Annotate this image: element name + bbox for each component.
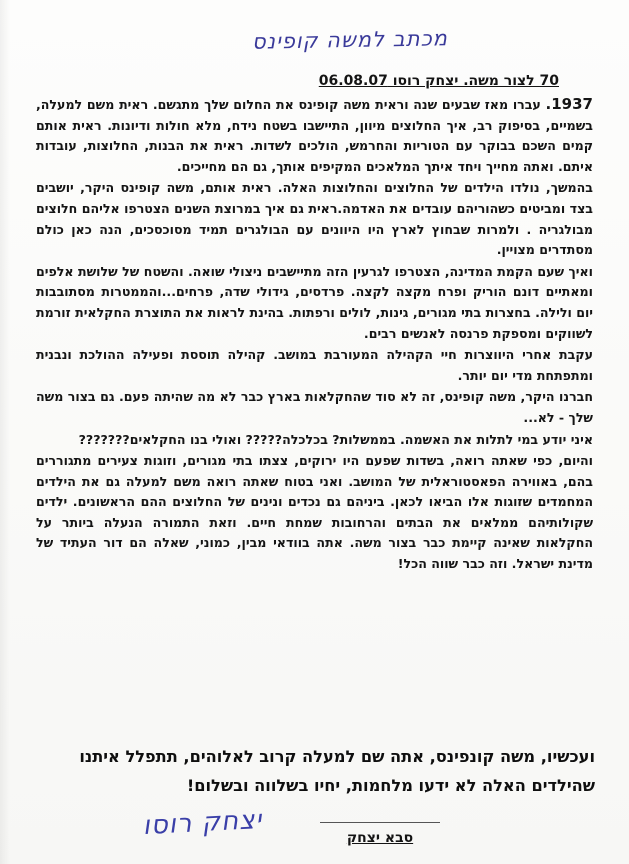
year-label: 1937. xyxy=(545,95,593,113)
letter-body xyxy=(36,94,593,576)
handwritten-signature: יצחק רוסו xyxy=(141,804,264,842)
page-edge-shadow xyxy=(0,0,10,864)
paragraph-4: עקבת אחרי היווצרות חיי הקהילה המעורבת במושב. קהילה תוססת ופעילה ההולכת ונבנית ומתפתחת מדי יום יותר. xyxy=(36,347,593,383)
paragraph-2: בהמשך, נולדו הילדים של החלוצים והחלוצות האלה. ראית אותם, משה קופינס היקר, יושבים בצד ומביטים כשהוריהם עובדים את האדמה.ראית גם איך במרוצת השנים הצטרפו אליהם חלוצים מבולגריה . ולמרות שבחוץ לארץ היו היוונים עם הבולגרים תמיד מסוכסכים, הנה כאן כולם מסתדרים מצויין. xyxy=(36,180,593,258)
paragraph-3: ואיך שעם הקמת המדינה, הצטרפו לגרעין הזה מתיישבים ניצולי שואה. והשטח של שלושת אלפים ומאתיים דונם הוריק ופרח מקצה לקצה. פרדסים, גידולי שדה, פרחים...והממטרות מסתובבות יום ולילה. בחצרות בתי מגורים, גינות, לולים ורפתות. בהינת לראות את התוצרת החקלאית זורמת לשווקים ומספקת פרנסה לאנשים רבים. xyxy=(36,263,593,341)
paragraph-6: איני יודע במי לתלות את האשמה. בממשלות? בכלכלה????? ואולי בנו החקלאים??????? xyxy=(78,431,593,447)
closing-blessing: ועכשיו, משה קונפינס, אתה שם למעלה קרוב לאלוהים, תתפלל איתנו שהילדים האלה לא ידעו מלחמות, יחיו בשלווה ובשלום! xyxy=(79,747,595,795)
handwritten-title: מכתב למשה קופינס xyxy=(251,26,449,54)
letter-header: 70 לצור משה. יצחק רוסו 06.08.07 xyxy=(318,73,559,89)
paragraph-1: 1937. עברו מאז שבעים שנה וראית משה קופינס את החלום שלך מתגשם. ראית משם למעלה, בשמיים, בסיפוק רב, איך החלוצים מיוון, התיישבו בשטח נידח, מלא חולות ודיונות. ראית אותם קמים השכם בבוקר עם הטוריות והחרמש, הולכים לשדות. ראית את הבנות, החלוצות, עובדות איתם. ואתה מחייך ויחד איתך המלאכים המקיפים אותך, גם הם מחייכים. xyxy=(36,95,593,174)
signature-line xyxy=(320,822,440,823)
signoff-name: סבא יצחק xyxy=(346,830,414,846)
paragraph-7: והיום, כפי שאתה רואה, בשדות שפעם היו ירוקים, צצתו בתי מגורים, וזוגות צעירים מתגוררים בהם, באווירה הפאסטוראלית של המושב. ואני בטוח שאתה רואה משם למעלה גם את הילדים המחמדים שזוגות אלו הביאו לכאן. ביניהם גם נכדים ונינים של החלוצים ההם הראשונים. ילדים שקולותיהם ממלאים את הבתים והרחובות שמחת חיים. וזאת התמורה הנעלה ביותר על החקלאות שאינה קיימת כבר בצור משה. אתה בוודאי מבין, כמוני, שאלה הם דור העתיד של מדינת ישראל. וזה כבר שווה הכל! xyxy=(36,453,593,572)
paragraph-5: חברנו היקר, משה קופינס, זה לא סוד שהחקלאות בארץ כבר לא מה שהיתה פעם. גם בצור משה שלך - לא... xyxy=(36,389,593,425)
